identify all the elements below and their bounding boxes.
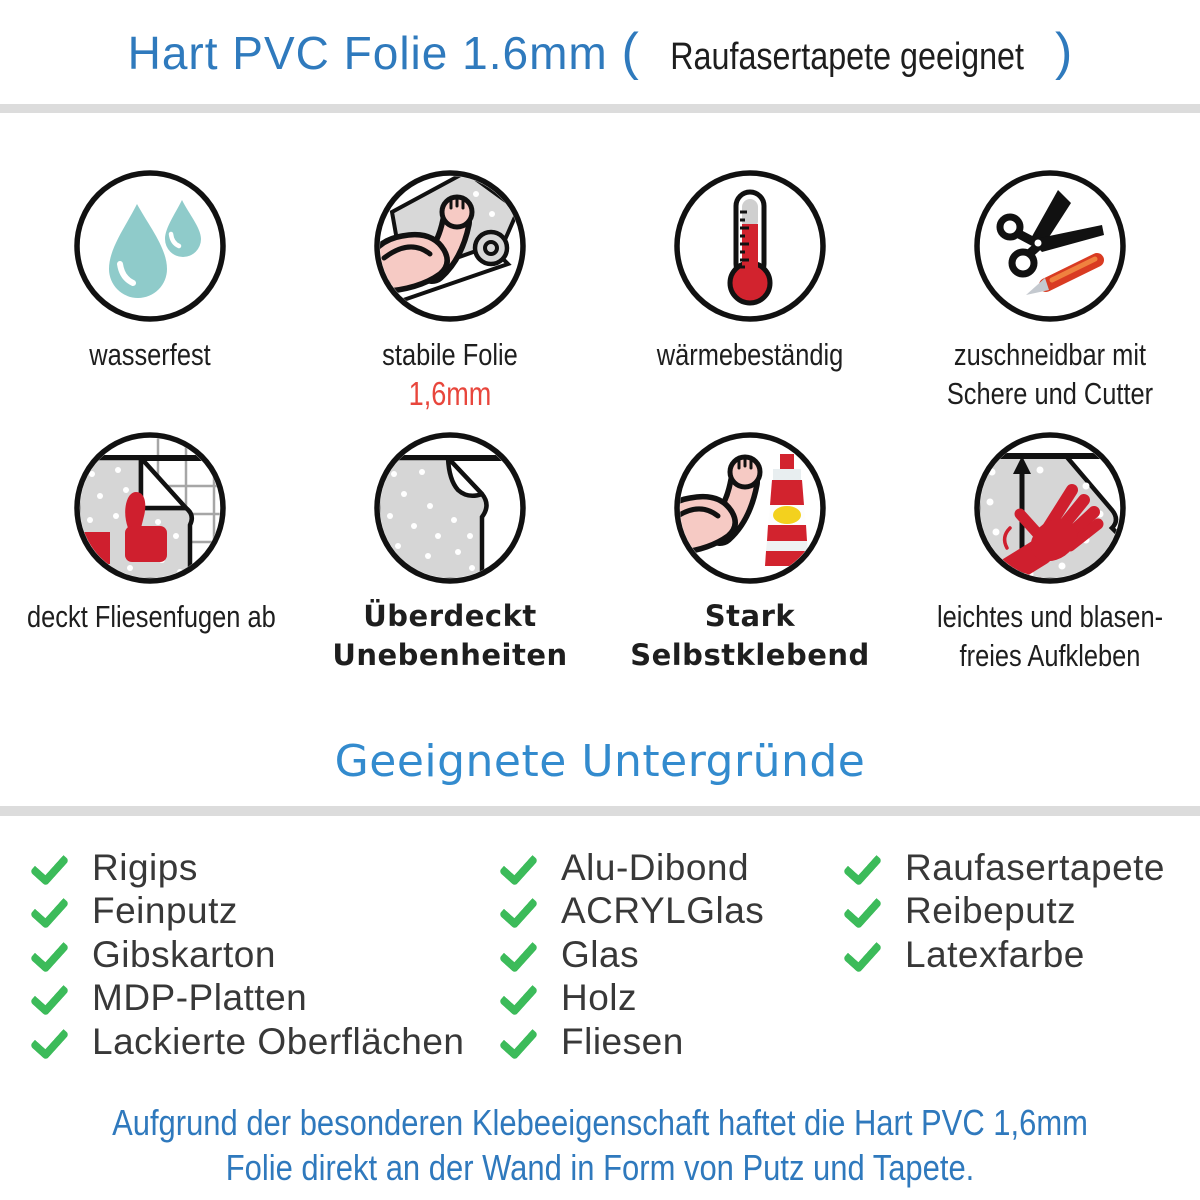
feature-label-line2: Schere und Cutter <box>946 376 1154 411</box>
tile-grout-thumb-icon <box>70 428 230 588</box>
check-icon <box>497 853 541 883</box>
substrate-item: MDP-Platten <box>28 977 464 1021</box>
feature-stabile-folie <box>300 166 600 413</box>
check-icon <box>28 983 72 1013</box>
footer-note <box>0 1100 1200 1190</box>
title-paren-open: ( <box>621 23 639 81</box>
substrate-item: Lackierte Oberflächen <box>28 1020 464 1064</box>
divider-middle <box>0 806 1200 816</box>
substrate-item: Rigips <box>28 846 464 890</box>
substrate-item: Raufasertapete <box>841 846 1165 890</box>
check-icon <box>841 853 885 883</box>
substrate-item: Latexfarbe <box>841 933 1165 977</box>
uneven-foil-icon <box>370 428 530 588</box>
feature-label: Überdeckt <box>363 599 537 633</box>
substrate-item: Holz <box>497 977 764 1021</box>
substrate-column-3 <box>841 846 1165 977</box>
check-icon <box>497 896 541 926</box>
feature-fliesenfugen <box>0 428 300 636</box>
feature-unebenheiten <box>300 428 600 675</box>
check-icon <box>28 896 72 926</box>
thermometer-icon <box>670 166 830 326</box>
feature-label: stabile Folie <box>382 337 518 372</box>
feature-label-line2: Selbstklebend <box>630 638 870 672</box>
feature-wasserfest <box>0 166 300 374</box>
feature-label: zuschneidbar mit <box>953 337 1147 372</box>
feature-waermebestaendig <box>600 166 900 374</box>
feature-label: deckt Fliesenfugen ab <box>27 599 276 634</box>
water-drops-icon <box>70 166 230 326</box>
title-main: Hart PVC Folie 1.6mm <box>127 27 622 79</box>
feature-sublabel-thickness: 1,6mm <box>408 375 492 412</box>
muscle-foil-icon <box>370 166 530 326</box>
footer-line2: Folie direkt an der Wand in Form von Putz und Tapete. <box>225 1147 975 1188</box>
feature-label: Stark <box>704 599 796 633</box>
feature-label: leichtes und blasen- <box>936 599 1164 634</box>
check-icon <box>497 1027 541 1057</box>
substrate-item: Feinputz <box>28 890 464 934</box>
feature-label-line2: freies Aufkleben <box>959 638 1141 673</box>
feature-zuschneidbar <box>900 166 1200 413</box>
substrate-item: Fliesen <box>497 1020 764 1064</box>
check-icon <box>497 983 541 1013</box>
divider-top <box>0 104 1200 113</box>
muscle-glue-icon <box>670 428 830 588</box>
check-icon <box>841 896 885 926</box>
section-heading-untergruende: Geeignete Untergründe <box>334 736 866 787</box>
feature-selbstklebend <box>600 428 900 675</box>
feature-label-line2: Unebenheiten <box>332 638 568 672</box>
footer-line1: Aufgrund der besonderen Klebeeigenschaft haftet die Hart PVC 1,6mm <box>112 1102 1088 1143</box>
substrate-item: Reibeputz <box>841 890 1165 934</box>
check-icon <box>28 940 72 970</box>
hand-smoothing-icon <box>970 428 1130 588</box>
substrate-item: Glas <box>497 933 764 977</box>
check-icon <box>841 940 885 970</box>
substrate-item: Gibskarton <box>28 933 464 977</box>
check-icon <box>28 853 72 883</box>
check-icon <box>28 1027 72 1057</box>
feature-label: wasserfest <box>89 337 211 372</box>
title-paren-close: ) <box>1055 23 1073 81</box>
scissors-cutter-icon <box>970 166 1130 326</box>
feature-label: wärmebeständig <box>656 337 844 372</box>
substrate-item: Alu-Dibond <box>497 846 764 890</box>
check-icon <box>497 940 541 970</box>
substrate-item: ACRYLGlas <box>497 890 764 934</box>
substrate-column-1 <box>28 846 464 1064</box>
title-note: Raufasertapete geeignet <box>670 36 1024 78</box>
feature-aufkleben <box>900 428 1200 675</box>
page-title <box>0 22 1200 82</box>
substrate-column-2 <box>497 846 764 1064</box>
